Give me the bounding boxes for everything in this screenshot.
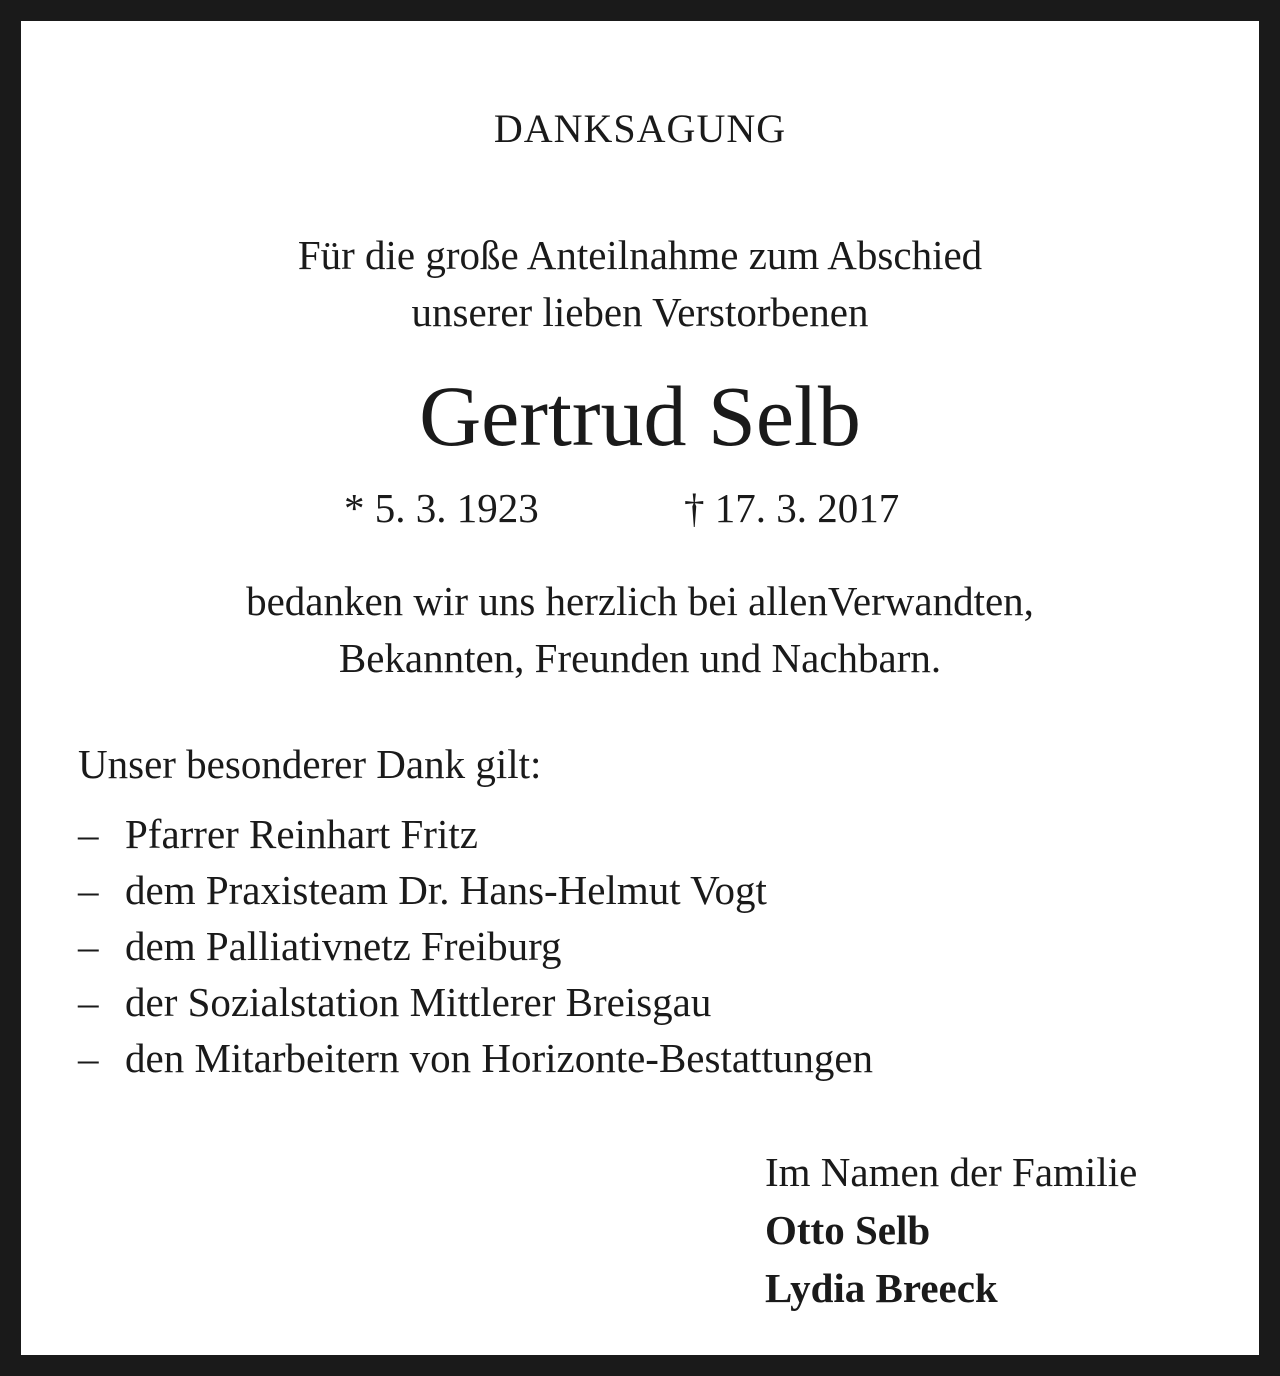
dash-bullet: – <box>78 811 99 857</box>
thanks-line: bedanken wir uns herzlich bei allenVerwandten, <box>246 578 1034 624</box>
thanks-text <box>21 573 1259 687</box>
dash-bullet: – <box>78 923 99 969</box>
dash-bullet: – <box>78 1035 99 1081</box>
signature-name: Otto Selb <box>765 1207 931 1253</box>
intro-line: Für die große Anteilnahme zum Abschied <box>297 232 983 278</box>
special-thanks-title: Unser besonderer Dank gilt: <box>78 741 542 787</box>
signature-block <box>765 1143 1137 1317</box>
intro-text <box>21 227 1259 341</box>
signature-intro: Im Namen der Familie <box>765 1149 1138 1195</box>
intro-line: unserer lieben Verstorbenen <box>411 289 869 335</box>
deceased-name: Gertrud Selb <box>419 368 861 464</box>
death-date: † 17. 3. 2017 <box>684 485 900 531</box>
list-item-text: dem Praxisteam Dr. Hans-Helmut Vogt <box>125 867 767 913</box>
list-item-text: den Mitarbeitern von Horizonte-Bestattungen <box>125 1035 874 1081</box>
list-item-text: dem Palliativnetz Freiburg <box>125 923 562 969</box>
signature-name: Lydia Breeck <box>765 1265 998 1311</box>
notice-content <box>21 21 1259 1355</box>
list-item-text: Pfarrer Reinhart Fritz <box>125 811 478 857</box>
list-item-text: der Sozialstation Mittlerer Breisgau <box>125 979 712 1025</box>
dash-bullet: – <box>78 867 99 913</box>
notice-heading: DANKSAGUNG <box>493 106 787 151</box>
birth-date: * 5. 3. 1923 <box>344 485 539 531</box>
dash-bullet: – <box>78 979 99 1025</box>
thanks-line: Bekannten, Freunden und Nachbarn. <box>338 635 942 681</box>
